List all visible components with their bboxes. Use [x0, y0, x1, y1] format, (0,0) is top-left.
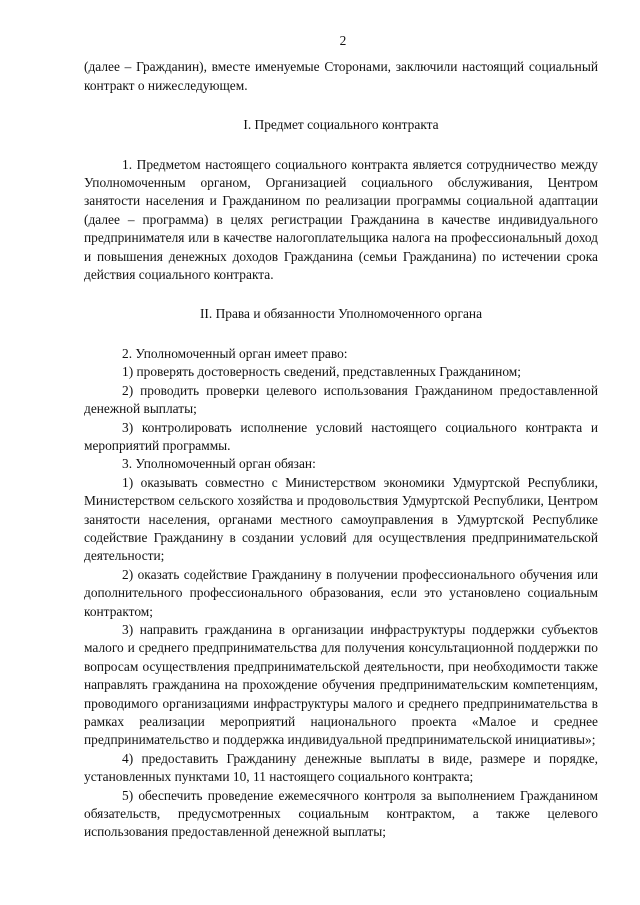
- section-2-paragraph-9: 4) предоставить Гражданину денежные выплаты в виде, размере и порядке, установленных пунктами 10, 11 настоящего социального контракта;: [84, 750, 598, 785]
- intro-paragraph: (далее – Гражданин), вместе именуемые Сторонами, заключили настоящий социальный контракт о нижеследующем.: [84, 59, 598, 93]
- section-2-title: II. Права и обязанности Уполномоченного органа: [199, 306, 483, 322]
- section-1-title: I. Предмет социального контракта: [243, 117, 439, 133]
- section-1-paragraph-1: 1. Предметом настоящего социального контракта является сотрудничество между Уполномоченным органом, Организацией социального обслуживания, Центром занятости населения и Гражданином по реализации программы социальной адаптации (далее – программа) в целях регистрации Гражданина в качестве индивидуального предпринимателя или в качестве налогоплательщика налога на профессиональный доход и повышения денежных доходов Гражданина (семьи Гражданина) по истечении срока действия социального контракта.: [84, 156, 598, 283]
- page-number: 2: [339, 33, 347, 48]
- section-2-paragraph-7: 2) оказать содействие Гражданину в получении профессионального обучения или дополнительного профессионального образования, если это установлено социальным контрактом;: [84, 566, 598, 619]
- section-2-paragraph-5: 3. Уполномоченный орган обязан:: [122, 456, 316, 472]
- section-2-paragraph-1: 2. Уполномоченный орган имеет право:: [122, 345, 348, 361]
- section-2-paragraph-3: 2) проводить проверки целевого использования Гражданином предоставленной денежной выплаты;: [84, 382, 598, 417]
- section-2-paragraph-8: 3) направить гражданина в организации инфраструктуры поддержки субъектов малого и среднего предпринимательства для получения консультационной поддержки по вопросам осуществления предпринимательской деятельности, при необходимости также направлять гражданина на прохождение обучения предпринимательским компетенциям, проводимого организациями инфраструктуры малого и среднего предпринимательства в рамках реализации мероприятий национального проекта «Малое и среднее предпринимательство и поддержка индивидуальной предпринимательской инициативы»;: [84, 621, 598, 748]
- section-2-paragraph-4: 3) контролировать исполнение условий настоящего социального контракта и мероприятий программы.: [84, 419, 598, 453]
- section-2-paragraph-10: 5) обеспечить проведение ежемесячного контроля за выполнением Гражданином обязательств, предусмотренных социальным контрактом, а также целевого использования предоставленной денежной выплаты;: [84, 787, 598, 840]
- section-2-paragraph-6: 1) оказывать совместно с Министерством экономики Удмуртской Республики, Министерством сельского хозяйства и продовольствия Удмуртской Республики, Центром занятости населения, органами местного самоуправления в Удмуртской Республике содействие Гражданину в создании условий для осуществления предпринимательской деятельности;: [84, 474, 598, 564]
- section-2-paragraph-2: 1) проверять достоверность сведений, представленных Гражданином;: [122, 364, 521, 380]
